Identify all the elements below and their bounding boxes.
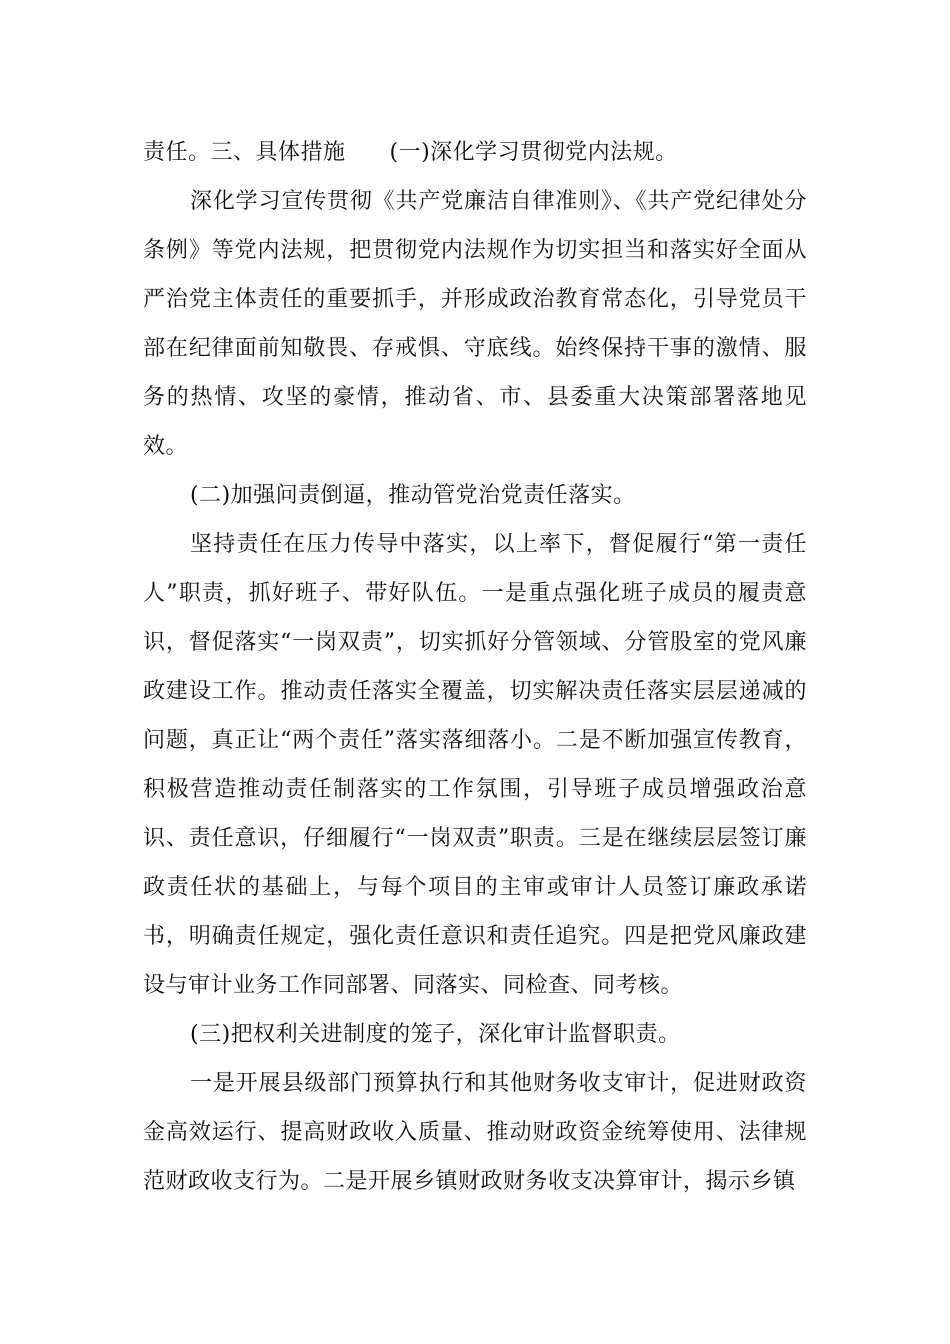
section-heading-lead: 责任。三、具体措施 bbox=[143, 140, 346, 165]
paragraph-1: 深化学习宣传贯彻《共产党廉洁自律准则》、《共产党纪律处分条例》等党内法规，把贯彻党内法规作为切实担当和落实好全面从严治党主体责任的重要抓手，并形成政治教育常态化，引导党员干部在纪律面前知敬畏、存戒惧、守底线。始终保持干事的激情、服务的热情、攻坚的豪情，推动省、市、县委重大决策部署落地见效。 bbox=[143, 189, 807, 459]
paragraph-2: 坚持责任在压力传导中落实，以上率下，督促履行“第一责任人”职责，抓好班子、带好队伍。一是重点强化班子成员的履责意识，督促落实“一岗双责”，切实抓好分管领域、分管股室的党风廉政建设工作。推动责任落实全覆盖，切实解决责任落实层层递减的问题，真正让“两个责任”落实落细落小。二是不断加强宣传教育，积极营造推动责任制落实的工作氛围，引导班子成员增强政治意识、责任意识，仔细履行“一岗双责”职责。三是在继续层层签订廉政责任状的基础上，与每个项目的主审或审计人员签订廉政承诺书，明确责任规定，强化责任意识和责任追究。四是把党风廉政建设与审计业务工作同部署、同落实、同检查、同考核。 bbox=[143, 532, 807, 998]
document-body bbox=[143, 128, 807, 1206]
paragraph-3: 一是开展县级部门预算执行和其他财务收支审计，促进财政资金高效运行、提高财政收入质量、推动财政资金统筹使用、法律规范财政收支行为。二是开展乡镇财政财务收支决算审计，揭示乡镇 bbox=[143, 1071, 807, 1194]
subsection-heading-3: (三)把权利关进制度的笼子，深化审计监督职责。 bbox=[190, 1022, 681, 1047]
subsection-heading-2: (二)加强问责倒逼，推动管党治党责任落实。 bbox=[190, 483, 636, 508]
section-heading-line bbox=[143, 128, 807, 177]
subsection-heading-1: (一)深化学习贯彻党内法规。 bbox=[389, 140, 678, 165]
